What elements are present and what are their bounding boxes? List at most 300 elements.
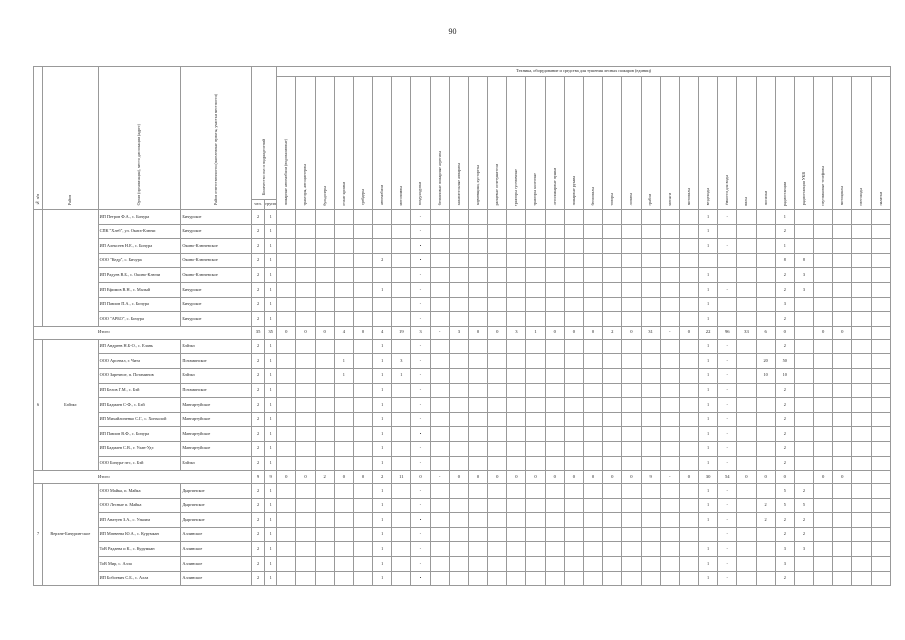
equipment-value bbox=[583, 368, 602, 383]
equipment-value bbox=[564, 571, 583, 586]
total-value: 0 bbox=[353, 471, 372, 484]
equipment-value bbox=[564, 253, 583, 268]
equipment-value bbox=[852, 412, 871, 427]
equipment-value bbox=[737, 557, 756, 572]
equipment-value bbox=[756, 398, 775, 413]
equipment-value bbox=[641, 282, 660, 297]
equipment-value bbox=[622, 571, 641, 586]
equipment-value bbox=[430, 427, 449, 442]
equipment-value bbox=[814, 354, 833, 369]
equipment-value bbox=[449, 312, 468, 327]
equipment-value: 2 bbox=[775, 412, 794, 427]
equipment-value bbox=[603, 239, 622, 254]
equipment-value bbox=[353, 412, 372, 427]
header-equipment-col bbox=[353, 77, 372, 210]
equipment-value: 1 bbox=[373, 282, 392, 297]
equipment-value bbox=[679, 527, 698, 542]
equipment-value bbox=[449, 456, 468, 471]
equipment-value bbox=[507, 282, 526, 297]
equipment-value bbox=[794, 557, 813, 572]
equipment-value bbox=[315, 513, 334, 528]
zone-cell: Окино-Ключевское bbox=[181, 268, 252, 283]
table-row bbox=[34, 498, 891, 513]
equipment-value: 1 bbox=[373, 513, 392, 528]
equipment-value bbox=[583, 441, 602, 456]
equipment-value bbox=[622, 354, 641, 369]
equipment-value bbox=[507, 354, 526, 369]
equipment-value: 3 bbox=[775, 297, 794, 312]
equipment-value bbox=[641, 368, 660, 383]
equipment-value bbox=[814, 456, 833, 471]
equipment-value bbox=[334, 224, 353, 239]
equipment-value bbox=[871, 456, 890, 471]
equipment-value bbox=[679, 456, 698, 471]
people-count: 2 bbox=[252, 224, 265, 239]
equipment-value bbox=[641, 412, 660, 427]
equipment-value bbox=[660, 239, 679, 254]
equipment-value bbox=[277, 412, 296, 427]
header-zone-text: Район ответственности (населенные пункты, участки местности) bbox=[213, 94, 219, 206]
equipment-value bbox=[468, 484, 487, 499]
equipment-value bbox=[660, 253, 679, 268]
equipment-value bbox=[583, 224, 602, 239]
equipment-value bbox=[296, 224, 315, 239]
equipment-value bbox=[622, 282, 641, 297]
equipment-value bbox=[545, 210, 564, 225]
equipment-value bbox=[679, 513, 698, 528]
equipment-value bbox=[603, 513, 622, 528]
equipment-value bbox=[679, 484, 698, 499]
equipment-value bbox=[641, 297, 660, 312]
equipment-value bbox=[756, 383, 775, 398]
equipment-value: - bbox=[718, 513, 737, 528]
equipment-value bbox=[334, 412, 353, 427]
equipment-value: - bbox=[411, 542, 430, 557]
equipment-value bbox=[277, 282, 296, 297]
total-value: 0 bbox=[507, 471, 526, 484]
equipment-value bbox=[449, 224, 468, 239]
organization-cell: ООО Майка, п. Майка bbox=[98, 484, 181, 499]
equipment-value bbox=[277, 339, 296, 354]
equipment-value bbox=[794, 224, 813, 239]
equipment-value bbox=[334, 571, 353, 586]
total-value: 0 bbox=[353, 326, 372, 339]
equipment-value bbox=[641, 354, 660, 369]
equipment-value bbox=[871, 427, 890, 442]
equipment-value bbox=[660, 557, 679, 572]
equipment-value bbox=[488, 527, 507, 542]
equipment-value bbox=[545, 498, 564, 513]
equipment-value bbox=[718, 312, 737, 327]
equipment-value bbox=[468, 527, 487, 542]
header-equipment-text: ранцевые огнетушители bbox=[494, 164, 500, 206]
organization-cell: ИП Павлов П.А., с. Бичура bbox=[98, 297, 181, 312]
equipment-value bbox=[488, 282, 507, 297]
equipment-value bbox=[679, 412, 698, 427]
equipment-value bbox=[392, 282, 411, 297]
equipment-value bbox=[871, 239, 890, 254]
equipment-value bbox=[334, 527, 353, 542]
equipment-value bbox=[277, 224, 296, 239]
equipment-value bbox=[737, 542, 756, 557]
equipment-value: 1 bbox=[373, 456, 392, 471]
equipment-value bbox=[545, 398, 564, 413]
equipment-value bbox=[871, 253, 890, 268]
header-equipment-text: носилки bbox=[762, 191, 768, 206]
equipment-value bbox=[603, 383, 622, 398]
equipment-value: - bbox=[718, 339, 737, 354]
group-count: 1 bbox=[265, 368, 277, 383]
equipment-value bbox=[583, 312, 602, 327]
equipment-value bbox=[449, 571, 468, 586]
equipment-value bbox=[679, 368, 698, 383]
equipment-value bbox=[545, 484, 564, 499]
equipment-value bbox=[660, 354, 679, 369]
table-header bbox=[34, 67, 891, 210]
equipment-value bbox=[814, 297, 833, 312]
equipment-value bbox=[871, 368, 890, 383]
people-count: 2 bbox=[252, 498, 265, 513]
organization-cell: ООО Заречное, п. Потаминов bbox=[98, 368, 181, 383]
equipment-value bbox=[334, 557, 353, 572]
equipment-value bbox=[641, 224, 660, 239]
equipment-value bbox=[737, 268, 756, 283]
header-equipment-col bbox=[526, 77, 545, 210]
equipment-value bbox=[353, 557, 372, 572]
equipment-value: 1 bbox=[699, 513, 718, 528]
equipment-value bbox=[315, 427, 334, 442]
forces-table bbox=[33, 66, 891, 586]
equipment-value bbox=[852, 571, 871, 586]
group-count: 1 bbox=[265, 312, 277, 327]
equipment-value bbox=[737, 253, 756, 268]
equipment-value bbox=[277, 571, 296, 586]
zone-cell: Мангартуйское bbox=[181, 412, 252, 427]
header-people-sub: чел. bbox=[252, 200, 265, 210]
equipment-value bbox=[392, 253, 411, 268]
equipment-value bbox=[392, 224, 411, 239]
equipment-value: - bbox=[718, 441, 737, 456]
row-number: 7 bbox=[34, 484, 43, 586]
group-count: 1 bbox=[265, 427, 277, 442]
equipment-value: 2 bbox=[794, 527, 813, 542]
equipment-value bbox=[449, 383, 468, 398]
equipment-value bbox=[468, 253, 487, 268]
people-count: 2 bbox=[252, 542, 265, 557]
equipment-value bbox=[718, 268, 737, 283]
total-value: 1 bbox=[526, 326, 545, 339]
equipment-value bbox=[392, 268, 411, 283]
equipment-value: 1 bbox=[373, 557, 392, 572]
equipment-value bbox=[794, 339, 813, 354]
equipment-value bbox=[737, 498, 756, 513]
total-value: 0 bbox=[814, 326, 833, 339]
total-value: 0 bbox=[833, 471, 852, 484]
equipment-value bbox=[526, 513, 545, 528]
equipment-value bbox=[507, 253, 526, 268]
header-equipment-col bbox=[871, 77, 890, 210]
equipment-value bbox=[488, 312, 507, 327]
equipment-value bbox=[507, 557, 526, 572]
equipment-value bbox=[296, 354, 315, 369]
equipment-value bbox=[488, 398, 507, 413]
equipment-value: 2 bbox=[775, 383, 794, 398]
equipment-value bbox=[622, 456, 641, 471]
header-num-text: № п/п bbox=[34, 194, 40, 206]
equipment-value: 10 bbox=[775, 368, 794, 383]
equipment-value bbox=[507, 484, 526, 499]
equipment-value bbox=[737, 484, 756, 499]
equipment-value bbox=[814, 427, 833, 442]
equipment-value bbox=[507, 456, 526, 471]
equipment-value bbox=[468, 557, 487, 572]
equipment-value: 2 bbox=[775, 339, 794, 354]
equipment-value bbox=[315, 412, 334, 427]
equipment-value bbox=[833, 542, 852, 557]
group-count: 1 bbox=[265, 412, 277, 427]
total-value: 0 bbox=[756, 471, 775, 484]
equipment-value bbox=[507, 412, 526, 427]
equipment-value bbox=[526, 368, 545, 383]
total-value: 4 bbox=[334, 326, 353, 339]
equipment-value bbox=[315, 398, 334, 413]
total-value: 33 bbox=[737, 326, 756, 339]
equipment-value bbox=[564, 513, 583, 528]
equipment-value bbox=[488, 412, 507, 427]
people-count: 2 bbox=[252, 268, 265, 283]
equipment-value bbox=[564, 224, 583, 239]
equipment-value bbox=[277, 498, 296, 513]
equipment-value bbox=[353, 427, 372, 442]
header-equipment-text: грейдеры bbox=[359, 189, 365, 206]
equipment-value: 8 bbox=[775, 253, 794, 268]
equipment-value bbox=[641, 383, 660, 398]
equipment-value bbox=[353, 383, 372, 398]
equipment-value bbox=[756, 297, 775, 312]
equipment-value bbox=[277, 312, 296, 327]
equipment-value bbox=[468, 282, 487, 297]
equipment-value bbox=[449, 427, 468, 442]
equipment-value bbox=[641, 557, 660, 572]
equipment-value bbox=[296, 557, 315, 572]
equipment-value bbox=[756, 253, 775, 268]
equipment-value bbox=[852, 312, 871, 327]
equipment-value bbox=[468, 513, 487, 528]
equipment-value bbox=[430, 282, 449, 297]
zone-cell: Аллинское bbox=[181, 542, 252, 557]
equipment-value: • bbox=[411, 513, 430, 528]
organization-cell: ООО Лесные п. Майка bbox=[98, 498, 181, 513]
table-body bbox=[34, 210, 891, 586]
equipment-value: - bbox=[411, 224, 430, 239]
zone-cell: Бичурское bbox=[181, 312, 252, 327]
equipment-value bbox=[545, 427, 564, 442]
equipment-value bbox=[488, 456, 507, 471]
equipment-value: • bbox=[411, 253, 430, 268]
equipment-value bbox=[296, 441, 315, 456]
header-equipment-text: лопаты bbox=[628, 193, 634, 206]
header-people-text: Количество сил и подразделений bbox=[261, 139, 267, 196]
equipment-value bbox=[373, 239, 392, 254]
equipment-value: 1 bbox=[699, 354, 718, 369]
equipment-value bbox=[334, 542, 353, 557]
total-value: 0 bbox=[545, 471, 564, 484]
equipment-value: 1 bbox=[699, 498, 718, 513]
equipment-value: - bbox=[411, 484, 430, 499]
equipment-value bbox=[814, 210, 833, 225]
total-value bbox=[871, 471, 890, 484]
equipment-value bbox=[871, 268, 890, 283]
equipment-value bbox=[564, 498, 583, 513]
equipment-value: - bbox=[411, 498, 430, 513]
group-count: 1 bbox=[265, 268, 277, 283]
equipment-value bbox=[871, 498, 890, 513]
equipment-value bbox=[833, 557, 852, 572]
total-value: 0 bbox=[583, 471, 602, 484]
equipment-value bbox=[353, 368, 372, 383]
equipment-value bbox=[526, 427, 545, 442]
zone-cell: Аллинское bbox=[181, 557, 252, 572]
equipment-value: 2 bbox=[775, 398, 794, 413]
header-row bbox=[34, 67, 891, 77]
total-value: 0 bbox=[564, 471, 583, 484]
total-value: 31 bbox=[641, 326, 660, 339]
equipment-value bbox=[392, 339, 411, 354]
equipment-value bbox=[353, 268, 372, 283]
equipment-value bbox=[277, 239, 296, 254]
table-row bbox=[34, 412, 891, 427]
equipment-value: 1 bbox=[775, 210, 794, 225]
equipment-value bbox=[603, 210, 622, 225]
people-count: 2 bbox=[252, 441, 265, 456]
equipment-value bbox=[814, 441, 833, 456]
organization-cell: ИП Петров Ф.А., с. Бичура bbox=[98, 210, 181, 225]
equipment-value: 1 bbox=[373, 412, 392, 427]
total-value: - bbox=[430, 326, 449, 339]
zone-cell: Мангартуйское bbox=[181, 398, 252, 413]
equipment-value bbox=[852, 239, 871, 254]
table-row bbox=[34, 297, 891, 312]
equipment-value bbox=[468, 268, 487, 283]
equipment-value bbox=[277, 484, 296, 499]
equipment-value bbox=[756, 339, 775, 354]
group-count: 1 bbox=[265, 253, 277, 268]
equipment-value bbox=[814, 312, 833, 327]
equipment-value bbox=[852, 427, 871, 442]
equipment-value bbox=[679, 312, 698, 327]
equipment-value bbox=[833, 239, 852, 254]
header-equipment-text: воздуходувки bbox=[417, 182, 423, 206]
equipment-value bbox=[699, 253, 718, 268]
equipment-value bbox=[737, 297, 756, 312]
equipment-value bbox=[871, 339, 890, 354]
equipment-value bbox=[392, 498, 411, 513]
total-value: 11 bbox=[392, 471, 411, 484]
header-equipment-col bbox=[756, 77, 775, 210]
equipment-value: 1 bbox=[373, 383, 392, 398]
equipment-value: 1 bbox=[699, 312, 718, 327]
equipment-value bbox=[603, 456, 622, 471]
equipment-value bbox=[833, 527, 852, 542]
equipment-value bbox=[871, 513, 890, 528]
equipment-value bbox=[296, 527, 315, 542]
equipment-value bbox=[871, 441, 890, 456]
equipment-value bbox=[833, 513, 852, 528]
equipment-value bbox=[507, 571, 526, 586]
people-count: 2 bbox=[252, 297, 265, 312]
group-count: 1 bbox=[265, 210, 277, 225]
equipment-value bbox=[334, 210, 353, 225]
equipment-value bbox=[468, 412, 487, 427]
equipment-value bbox=[564, 339, 583, 354]
equipment-value: - bbox=[718, 571, 737, 586]
people-count: 2 bbox=[252, 427, 265, 442]
equipment-value bbox=[756, 527, 775, 542]
header-people-sub: групп bbox=[265, 200, 277, 210]
equipment-value bbox=[833, 484, 852, 499]
equipment-value bbox=[449, 498, 468, 513]
equipment-value bbox=[679, 339, 698, 354]
equipment-value bbox=[794, 571, 813, 586]
equipment-value bbox=[794, 354, 813, 369]
equipment-value: - bbox=[411, 557, 430, 572]
equipment-value bbox=[449, 527, 468, 542]
equipment-value: 1 bbox=[373, 398, 392, 413]
equipment-value bbox=[603, 484, 622, 499]
header-equipment-text: палатки bbox=[877, 192, 883, 206]
equipment-value bbox=[679, 441, 698, 456]
equipment-value bbox=[679, 383, 698, 398]
equipment-value: - bbox=[411, 383, 430, 398]
equipment-value bbox=[488, 383, 507, 398]
equipment-value bbox=[334, 484, 353, 499]
total-value: 0 bbox=[583, 326, 602, 339]
equipment-value bbox=[641, 527, 660, 542]
equipment-value bbox=[468, 224, 487, 239]
equipment-value bbox=[871, 210, 890, 225]
table-row bbox=[34, 312, 891, 327]
group-count: 1 bbox=[265, 383, 277, 398]
total-value: 0 bbox=[814, 471, 833, 484]
equipment-value bbox=[756, 210, 775, 225]
equipment-value bbox=[622, 513, 641, 528]
equipment-value bbox=[315, 339, 334, 354]
equipment-value bbox=[871, 527, 890, 542]
equipment-value bbox=[545, 297, 564, 312]
group-count: 1 bbox=[265, 282, 277, 297]
equipment-value bbox=[737, 412, 756, 427]
equipment-value: - bbox=[718, 527, 737, 542]
equipment-value bbox=[392, 484, 411, 499]
group-count: 1 bbox=[265, 398, 277, 413]
equipment-value bbox=[871, 412, 890, 427]
total-value: 0 bbox=[411, 471, 430, 484]
equipment-value bbox=[545, 571, 564, 586]
equipment-value bbox=[852, 498, 871, 513]
equipment-value: 1 bbox=[373, 368, 392, 383]
equipment-value bbox=[583, 456, 602, 471]
equipment-value bbox=[277, 542, 296, 557]
equipment-value bbox=[814, 383, 833, 398]
total-value: 0 bbox=[679, 471, 698, 484]
table-row bbox=[34, 427, 891, 442]
header-equipment-text: пилы bbox=[743, 196, 749, 206]
equipment-value bbox=[277, 268, 296, 283]
header-equipment-col bbox=[699, 77, 718, 210]
table-row bbox=[34, 368, 891, 383]
header-equipment-text: радиостанции УКВ bbox=[800, 172, 806, 206]
equipment-value bbox=[833, 210, 852, 225]
